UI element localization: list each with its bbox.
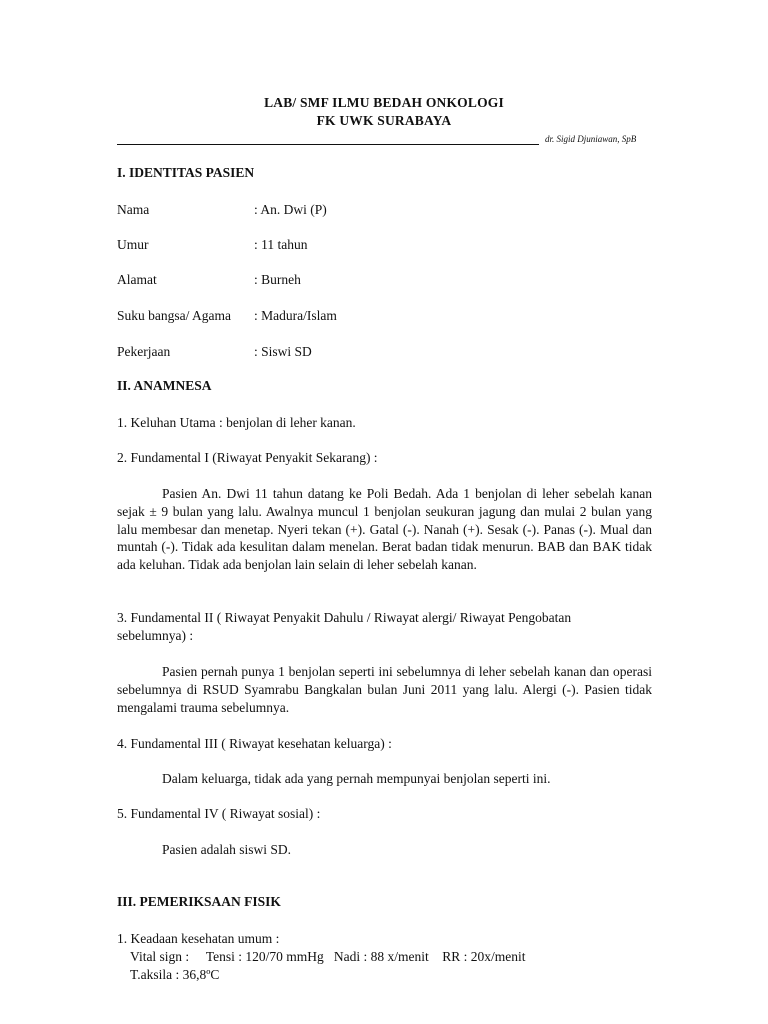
identity-value-suku: : Madura/Islam	[254, 308, 337, 323]
fundamental-4-text: Pasien adalah siswi SD.	[162, 842, 291, 857]
identity-label-pekerjaan: Pekerjaan	[117, 344, 171, 359]
header-institution-line2: FK UWK SURABAYA	[316, 113, 452, 128]
identity-label-nama: Nama	[117, 202, 150, 217]
fundamental-4-title: 5. Fundamental IV ( Riwayat sosial) :	[117, 806, 321, 821]
identity-label-umur: Umur	[117, 237, 149, 252]
fundamental-1-title: 2. Fundamental I (Riwayat Penyakit Sekarang) :	[117, 450, 378, 465]
section-title-pemeriksaan: III. PEMERIKSAAN FISIK	[117, 894, 281, 909]
fundamental-2-text: Pasien pernah punya 1 benjolan seperti ini sebelumnya di leher sebelah kanan dan operasi sebelumnya di RSUD Syamrabu Bangkalan bulan Juni 2011 yang lalu. Alergi (-). Pasien tidak mengalami trauma sebelumnya.	[117, 664, 652, 715]
fundamental-1-text: Pasien An. Dwi 11 tahun datang ke Poli Bedah. Ada 1 benjolan di leher sebelah kanan sejak ± 9 bulan yang lalu. Awalnya muncul 1 benjolan seukuran jagung dan mulai 2 bulan yang lalu membesar dan menetap. Nyeri tekan (+). Gatal (-). Nanah (+). Sesak (-). Panas (-). Mual dan muntah (-). Tidak ada kesulitan dalam menelan. Berat badan tidak menurun. BAB dan BAK tidak ada keluhan. Tidak ada benjolan lain selain di leher sebelah kanan.	[117, 486, 652, 573]
header-underline	[117, 144, 539, 145]
keadaan-kesehatan-umum: 1. Keadaan kesehatan umum :	[117, 931, 280, 946]
keluhan-utama: 1. Keluhan Utama : benjolan di leher kanan.	[117, 415, 356, 430]
identity-value-nama: : An. Dwi (P)	[254, 202, 327, 217]
doctor-signature-text: dr. Sigid Djuniawan, SpB	[545, 134, 637, 144]
identity-value-umur: : 11 tahun	[254, 237, 308, 252]
section-title-identitas: I. IDENTITAS PASIEN	[117, 165, 255, 180]
fundamental-2-title-line2: sebelumnya) :	[117, 628, 194, 643]
identity-label-alamat: Alamat	[117, 272, 157, 287]
fundamental-3-title: 4. Fundamental III ( Riwayat kesehatan keluarga) :	[117, 736, 392, 751]
vital-sign-line: Vital sign : Tensi : 120/70 mmHg Nadi : 88 x/menit RR : 20x/menit	[130, 949, 526, 964]
section-title-anamnesa: II. ANAMNESA	[117, 378, 212, 393]
identity-label-suku: Suku bangsa/ Agama	[117, 308, 231, 323]
fundamental-2-title-line1: 3. Fundamental II ( Riwayat Penyakit Dahulu / Riwayat alergi/ Riwayat Pengobatan	[117, 610, 572, 625]
identity-value-pekerjaan: : Siswi SD	[254, 344, 312, 359]
temperature-line: T.aksila : 36,8ºC	[130, 967, 220, 982]
header-institution-line1: LAB/ SMF ILMU BEDAH ONKOLOGI	[264, 95, 504, 110]
fundamental-3-text: Dalam keluarga, tidak ada yang pernah mempunyai benjolan seperti ini.	[162, 771, 551, 786]
identity-value-alamat: : Burneh	[254, 272, 301, 287]
